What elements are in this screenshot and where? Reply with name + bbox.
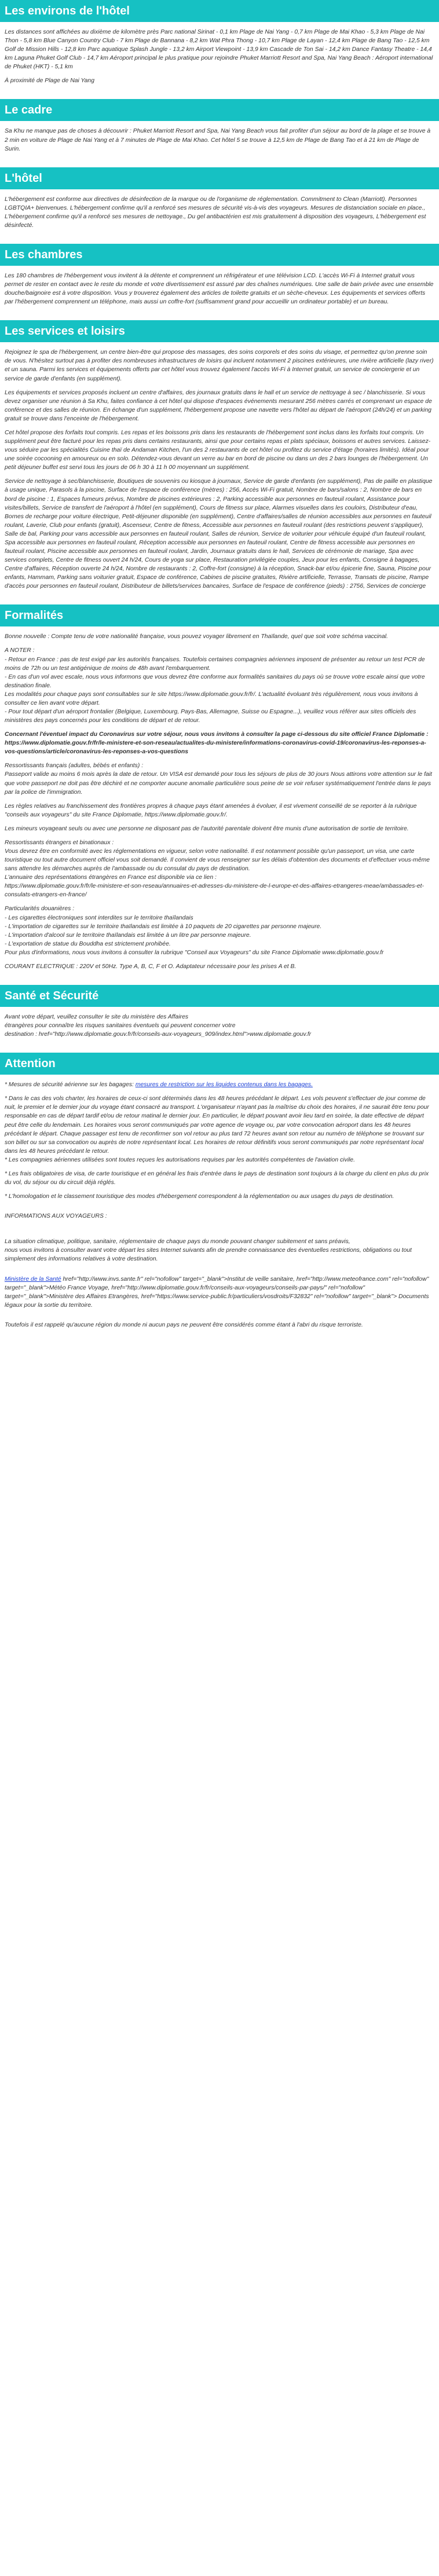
spacer (0, 1315, 439, 1321)
paragraph: Cet hôtel propose des forfaits tout compris. Les repas et les boissons pris dans les restaurants de l'hébergement sont inclus dans les forfaits tout compris. Un supplément peut être facturé pour les repas pris dans certains restaurants, ainsi que pour certains repas et plats spéciaux, boissons et autres services. Laissez-vous séduire par les spécialités Cuisine thaï de Andaman Kitchen, l'un des 2 restaurants de cet hôtel ou profitez du service d'étage (horaires limités). Idéal pour une soirée cocooning en amoureux ou en solo. Détendez-vous devant un verre au bar en bord de piscine ou dans un des 2 bars lounges de l'hébergement. Un petit déjeuner buffet est servi tous les jours de 06 h 30 à 11 h 00 moyennant un supplément. (5, 429, 431, 471)
section-title: Les services et loisirs (0, 320, 439, 342)
travellers-info-heading: INFORMATIONS AUX VOYAGEURS : (5, 1213, 107, 1220)
section-title: Attention (0, 1053, 439, 1075)
section-setting (0, 99, 439, 153)
paragraph: Les distances sont affichées au dixième de kilomètre près Parc national Sirinat - 0,1 km Plage de Nai Yang - 0,7 km Plage de Mai Khao - 5,3 km Plage de Nai Thon - 5,8 km Blue Canyon Country Club - 7 km Plage de Bannana - 8,2 km Wat Phra Thong - 10,7 km Plage de Layan - 12,4 km Plage de Bang Tao - 12,5 km Golf de Mission Hills - 12,8 km Parc aquatique Splash Jungle - 13,2 km Airport Viewpoint - 13,9 km Cascade de Ton Sai - 14,2 km Dance Fantasy Theatre - 14,4 km Laguna Phuket Golf Club - 14,7 km Aéroport principal le plus pratique pour rejoindre Phuket Marriott Resort and Spa, Nai Yang Beach : Aéroport international de Phuket (HKT) - 5,1 km (5, 29, 433, 71)
section-services (0, 320, 439, 591)
paragraph: Ressortissants étrangers et binationaux : Vous devrez être en conformité avec les réglementations en vigueur, selon votre nationalité. Il est notamment possible qu'un passeport, un visa, une carte touristique ou tout autre document officiel vous soit demandé. Il convient de vous renseigner sur les délais d'obtention des documents et d'effectuer vous-même sans attendre les démarches auprès de l'ambassade ou du consulat du pays de destination. L'annuaire des représentations étrangères en France est disponible via ce lien : https://www.diplomatie.gouv.fr/fr/le-ministere-et-son-reseau/annuaires-et-adresses-du-ministere-de-l-europe-et-des-affaires-etrangeres-meae/ambassades-et-consulats-etrangers-en-france/ (5, 839, 430, 899)
paragraph: * Les frais obligatoires de visa, de carte touristique et en général les frais d'entrée dans le pays de destination sont toujours à la charge du client en plus du prix du vol, du séjour ou du circuit déjà réglés. (5, 1170, 429, 1186)
ministry-health-link[interactable]: Ministère de la Santé (5, 1276, 61, 1282)
section-rooms (0, 244, 439, 306)
paragraph: Bonne nouvelle : Compte tenu de votre nationalité française, vous pouvez voyager librement en Thaïlande, quel que soit votre schéma vaccinal. (5, 633, 388, 640)
paragraph: COURANT ELECTRIQUE : 220V et 50Hz. Type A, B, C, F et O. Adaptateur nécessaire pour les prises A et B. (5, 963, 297, 970)
paragraph: Service de nettoyage à sec/blanchisserie, Boutiques de souvenirs ou kiosque à journaux, Service de garde d'enfants (en supplément), Pas de paille en plastique à usage unique, Parasols à la piscine, Surface de l'espace de conférence (mètres) : 256, Accès Wi-Fi gratuit, Nombre de bars/salons : 2, Nombre de bars en bord de piscine : 1, Espaces fumeurs prévus, Nombre de piscines extérieures : 2, Parking accessible aux personnes en fauteuil roulant, Assistance pour visites/billets, Service de transfert de l'aéroport à l'hôtel (en supplément), Cours de fitness sur place, Alarmes visuelles dans les couloirs, Distributeur d'eau, Bornes de recharge pour voiture électrique, Petit-déjeuner disponible (en supplément), Centre d'affaires/salles de réunion accessibles aux personnes en fauteuil roulant, Laverie, Club pour enfants (gratuit), Ascenseur, Centre de fitness, Accessible aux personnes en fauteuil roulant (des restrictions peuvent s'appliquer), Salle de bal, Parking pour vans accessible aux personnes en fauteuil roulant, Salles de réunion, Service de voiturier pour véhicule équipé d'un fauteuil roulant, Spa accessible aux personnes en fauteuil roulant, Réception accessible aux personnes en fauteuil roulant, Centre de fitness accessible aux personnes en fauteuil roulant, Piscine accessible aux personnes en fauteuil roulant, Jardin, Journaux gratuits dans le hall, Services de cérémonie de mariage, Spa avec services complets, Centre de fitness ouvert 24 h/24, Cours de yoga sur place, Restauration privilégiée couples, Jeux pour les enfants, Consigne à bagages, Centre d'affaires, Réception ouverte 24 h/24, Nombre de restaurants : 2, Coffre-fort (consigne) à la réception, Snack-bar et/ou épicerie fine, Sauna, Piscine pour enfants, Hammam, Parking sans voiturier gratuit, Espace de conférence, Cabines de piscine gratuites, Rivière artificielle, Terrasse, Transats de piscine, Rampe d'accès pour personnes en fauteuil roulant, Distributeur de billets/services bancaires, Surface de l'espace de conférence (pieds) : 2756, Services de concierge (5, 478, 433, 590)
paragraph: Les mineurs voyageant seuls ou avec une personne ne disposant pas de l'autorité parentale doivent être munis d'une autorisation de sortie de territoire. (5, 825, 409, 832)
spacer (0, 1232, 439, 1237)
section-hotel (0, 167, 439, 230)
paragraph-security (0, 1080, 439, 1089)
paragraph: Avant votre départ, veuillez consulter le site du ministère des Affaires étrangères pour connaître les risques sanitaires éventuels qui peuvent concerner votre destination : href="http://www.diplomatie.gouv.fr/fr/conseils-aux-voyageurs_909/index.html">www.diplomatie.gouv.fr (5, 1014, 312, 1038)
paragraph: * Dans le cas des vols charter, les horaires de ceux-ci sont déterminés dans les 48 heures précédant le départ. Les vols peuvent s'effectuer de jour comme de nuit, le premier et le dernier jour du voyage étant consacré au transport. L'organisateur n'ayant pas la maîtrise du choix des horaires, il ne saurait être tenu pour responsable en cas de départ tardif et/ou de retour matinal le dernier jour. En particulier, le départ pouvant avoir lieu tard en soirée, la date effective de départ peut être celle du lendemain. Les horaires vous seront communiqués par votre agence de voyage ou, par votre convocation aéroport dans les 48 heures précédant le départ. Chaque passager est tenu de reconfirmer son vol retour au plus tard 72 heures avant son retour au numéro de téléphone se trouvant sur son billet ou sur sa convocation ou auprès de notre représentant local. Les horaires de retour définitifs vous seront communiqués par notre représentant local dans les 48 heures précédant le retour. * Les compagnies aériennes utilisées sont toutes reçues les autorisations requises par les autorités compétentes de l'aviation civile. (5, 1095, 429, 1163)
section-title: Santé et Sécurité (0, 985, 439, 1007)
spacer (0, 1206, 439, 1212)
section-title: Formalités (0, 604, 439, 626)
paragraph: Sa Khu ne manque pas de choses à découvrir : Phuket Marriott Resort and Spa, Nai Yang Beach vous fait profiter d'un séjour au bord de la plage et se trouve à 2 min en voiture de Plage de Nai Yang et à 7 minutes de Plage de Mai Khao. Cet hôtel 5 se trouve à 12,5 km de Plage de Bang Tao et à 21 km de Plage de Surin. (5, 128, 431, 152)
section-formalities (0, 604, 439, 971)
links-text: href="http://www.invs.sante.fr" rel="nofollow" target="_blank">Institut de veille sanitaire, href="http://www.meteofrance.com" rel="nofollow" target="_blank">Météo France Voyage, href="http://www.diplomatie.gouv.fr/fr/conseils-aux-voyageurs/conseils-par-pays/" rel="nofollow" target="_blank">Ministère des Affaires Etrangères, href="https://www.service-public.fr/particuliers/vosdroits/F32832" rel="nofollow" target="_blank"> Documents légaux pour la sortie du territoire. (5, 1276, 429, 1309)
paragraph: Les équipements et services proposés incluent un centre d'affaires, des journaux gratuits dans le hall et un service de nettoyage à sec / blanchisserie. Si vous devez organiser une réunion à Sa Khu, faites confiance à cet hôtel qui dispose d'espaces événements mesurant 256 mètres carrés et comprenant un espace de conférence et des salles de réunion. En échange d'un supplément, l'hébergement propose une navette vers l'hôtel au départ de l'aéroport (24h/24) et un parking gratuit se trouve dans l'enceinte de l'hébergement. (5, 389, 432, 422)
paragraph-links (0, 1275, 439, 1310)
paragraph: Rejoignez le spa de l'hébergement, un centre bien-être qui propose des massages, des soins corporels et des soins du visage, et permettez qu'on prenne soin de vous. N'hésitez surtout pas à profiter des nombreuses infrastructures de loisirs qui incluent notamment 2 piscines extérieures, une rivière artificielle (lazy river) et un sauna. Parmi les services et équipements offerts par cet hôtel vous trouvez également l'accès Wi-Fi à Internet gratuit, un service de conciergerie et un service de garde d'enfants (en supplément). (5, 349, 434, 382)
paragraph: L'hébergement est conforme aux directives de désinfection de la marque ou de l'organisme de réglementation. Commitment to Clean (Marriott). Personnes LGBTQIA+ bienvenues. L'hébergement confirme qu'il a renforcé ses mesures de sécurité vis-à-vis des voyageurs. Mesures de distanciation sociale en place., L'hébergement confirme qu'il a renforcé ses mesures de nettoyage., Du gel antibactérien est mis gratuitement à disposition des voyageurs, L'hébergement est désinfecté. (5, 196, 426, 229)
section-surroundings (0, 0, 439, 85)
paragraph: Les règles relatives au franchissement des frontières propres à chaque pays étant amenées à évoluer, il est vivement conseillé de se reporter à la rubrique "conseils aux voyageurs" du site France Diplomatie, https://www.diplomatie.gouv.fr/. (5, 803, 417, 818)
paragraph: À proximité de Plage de Nai Yang (5, 78, 94, 85)
paragraph: * L'homologation et le classement touristique des modes d'hébergement correspondent à la réglementation ou aux usages du pays de destination. (5, 1193, 394, 1200)
lead-prefix: * Mesures de sécurité aérienne sur les bagages: (5, 1082, 136, 1089)
spacer (0, 1269, 439, 1275)
section-title: Le cadre (0, 99, 439, 121)
section-attention (0, 1053, 439, 1329)
spacer (0, 1226, 439, 1232)
paragraph: La situation climatique, politique, sanitaire, réglementaire de chaque pays du monde pouvant changer subitement et sans préavis, nous vous invitons à consulter avant votre départ les sites Internet suivants afin de prendre connaissance des éventuelles restrictions, obligations ou tout simplement des informations relatives à votre destination. (5, 1238, 412, 1263)
section-title: Les environs de l'hôtel (0, 0, 439, 22)
paragraph: A NOTER : - Retour en France : pas de test exigé par les autorités françaises. Toutefois certaines compagnies aériennes imposent de présenter au retour un test PCR de moins de 72h ou un test antigénique de moins de 48h avant l'embarquement. - En cas d'un vol avec escale, nous vous informons que vous devrez être conforme aux formalités sanitaires du pays où se trouve votre escale ainsi que votre destination finale. Les modalités pour chaque pays sont consultables sur le site https://www.diplomatie.gouv.fr/fr/. L'actualité évoluant très régulièrement, nous vous invitons à consulter ce lien avant votre départ. - Pour tout départ d'un aéroport frontalier (Belgique, Luxembourg, Pays-Bas, Allemagne, Suisse ou Espagne...), veuillez vous référer aux sites officiels des ministères des pays concernés pour les conditions de départ et de retour. (5, 647, 425, 724)
paragraph: Ressortissants français (adultes, bébés et enfants) : Passeport valide au moins 6 mois après la date de retour. Un VISA est demandé pour tous les séjours de plus de 30 jours Nous attirons votre attention sur le fait que votre passeport ne doit pas être déchiré et ne comporter aucune anomalie particulière sous peine de se voir refuser systématiquement l'entrée dans le pays par la police de l'immigration. (5, 763, 432, 796)
paragraph: Particularités douanières : - Les cigarettes électroniques sont interdites sur le territoire thaïlandais - L'importation de cigarettes sur le territoire thaïlandais est limitée à 10 paquets de 20 cigarettes par personne majeure. - L'importation d'alcool sur le territoire thaïlandais est limitée à un litre par personne majeure. - L'exportation de statue du Bouddha est strictement prohibée. Pour plus d'informations, nous vous invitons à consulter la rubrique "Conseil aux Voyageurs" du site France Diplomatie www.diplomatie.gouv.fr (5, 906, 384, 956)
section-title: L'hôtel (0, 167, 439, 189)
paragraph-closing: Toutefois il est rappelé qu'aucune région du monde ni aucun pays ne peuvent être considérés comme étant à l'abri du risque terroriste. (5, 1321, 363, 1328)
liquids-restriction-link[interactable]: mesures de restriction sur les liquides contenus dans les bagages. (135, 1082, 313, 1089)
paragraph-coronavirus: Concernant l'éventuel impact du Coronavirus sur votre séjour, nous vous invitons à consulter la page ci-dessous du site officiel France Diplomatie : https://www.diplomatie.gouv.fr/fr/le-ministere-et-son-reseau/actualites-du-ministere/informations-coronavirus-covid-19/coronavirus-les-reponses-a-vos-questions/article/coronavirus-les-reponses-a-vos-questions (5, 731, 429, 756)
section-title: Les chambres (0, 244, 439, 266)
section-health-safety (0, 985, 439, 1039)
paragraph: Les 180 chambres de l'hébergement vous invitent à la détente et comprennent un réfrigérateur et une télévision LCD. L'accès Wi-Fi à Internet gratuit vous permet de rester en contact avec le reste du monde et votre divertissement est assuré par des chaînes numériques. Une salle de bain privée avec une ensemble douche/baignoire est à votre disposition. Vous y trouverez également des articles de toilette gratuits et un sèche-cheveux. Les équipements et services offerts par l'hébergement comprennent un téléphone, mais aussi un coffre-fort (suffisamment grand pour accueillir un ordinateur portable) et un bureau. (5, 273, 434, 306)
